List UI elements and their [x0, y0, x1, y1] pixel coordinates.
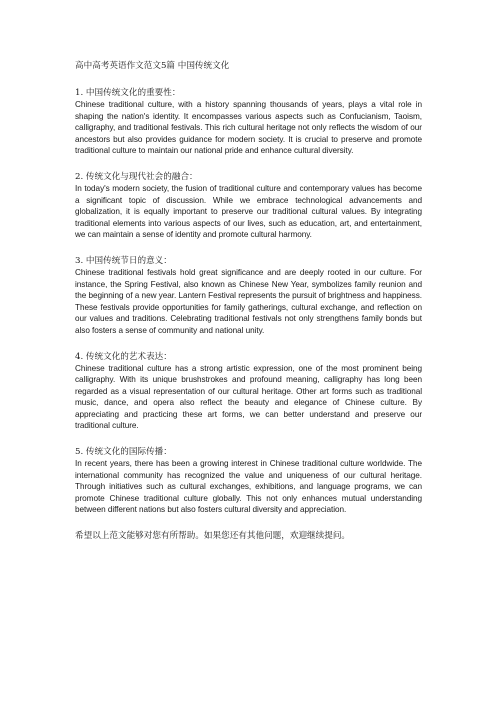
section-heading: 2. 传统文化与现代社会的融合：: [75, 171, 198, 182]
section-heading: 3. 中国传统节日的意义：: [75, 255, 172, 266]
section-festivals: [75, 255, 422, 337]
section-paragraph: Chinese traditional festivals hold great significance and are deeply rooted in our culture. For instance, the Spring Festival, also known as Chinese New Year, symbolizes family reunion and the beginning of a new year. Lantern Festival represents the pursuit of brightness and happiness. These festivals provide opportunities for family gatherings, cultural exchange, and reflection on our values and traditions. Celebrating traditional festivals not only strengthens family bonds but also fosters a sense of community and national unity.: [75, 267, 422, 335]
section-heading: 5. 传统文化的国际传播：: [75, 447, 172, 458]
section-paragraph: Chinese traditional culture has a strong artistic expression, one of the most prominent being calligraphy. With its unique brushstrokes and profound meaning, calligraphy has long been regarded as a visual representation of our cultural heritage. Other art forms such as traditional music, dance, and opera also reflect the beauty and elegance of Chinese culture. By appreciating and practicing these art forms, we can better understand and preserve our traditional culture.: [75, 363, 422, 431]
section-paragraph: In today's modern society, the fusion of traditional culture and contemporary values has become a significant topic of discussion. While we embrace technological advancements and globalization, it is equally important to preserve our traditional cultural values. By integrating traditional elements into various aspects of our lives, such as education, art, and entertainment, we can maintain a sense of identity and promote cultural harmony.: [75, 183, 422, 240]
document-page: [75, 60, 422, 542]
section-heading: 4. 传统文化的艺术表达：: [75, 351, 172, 362]
section-paragraph: In recent years, there has been a growing interest in Chinese traditional culture worldwide. The international community has recognized the value and uniqueness of our cultural heritage. Through initiatives such as cultural exchanges, exhibitions, and language programs, we can promote Chinese traditional culture globally. This not only enhances mutual understanding between different nations but also fosters cultural diversity and appreciation.: [75, 459, 422, 515]
section-heading: 1. 中国传统文化的重要性：: [75, 88, 181, 98]
section-international: [75, 446, 422, 516]
closing-remark: 希望以上范文能够对您有所帮助。如果您还有其他问题，欢迎继续提问。: [75, 531, 351, 542]
section-paragraph: Chinese traditional culture, with a history spanning thousands of years, plays a vital role in shaping the nation's identity. It encompasses various aspects such as Confucianism, Taoism, calligraphy, and traditional festivals. This rich cultural heritage not only reflects the wisdom of our ancestors but also provides guidance for modern society. It is crucial to preserve and promote traditional culture to maintain our national pride and enhance cultural diversity.: [75, 100, 422, 156]
section-importance: [75, 87, 422, 157]
section-art: [75, 351, 422, 433]
section-fusion: [75, 171, 422, 241]
document-title: 高中高考英语作文范文5篇 中国传统文化: [75, 61, 230, 71]
